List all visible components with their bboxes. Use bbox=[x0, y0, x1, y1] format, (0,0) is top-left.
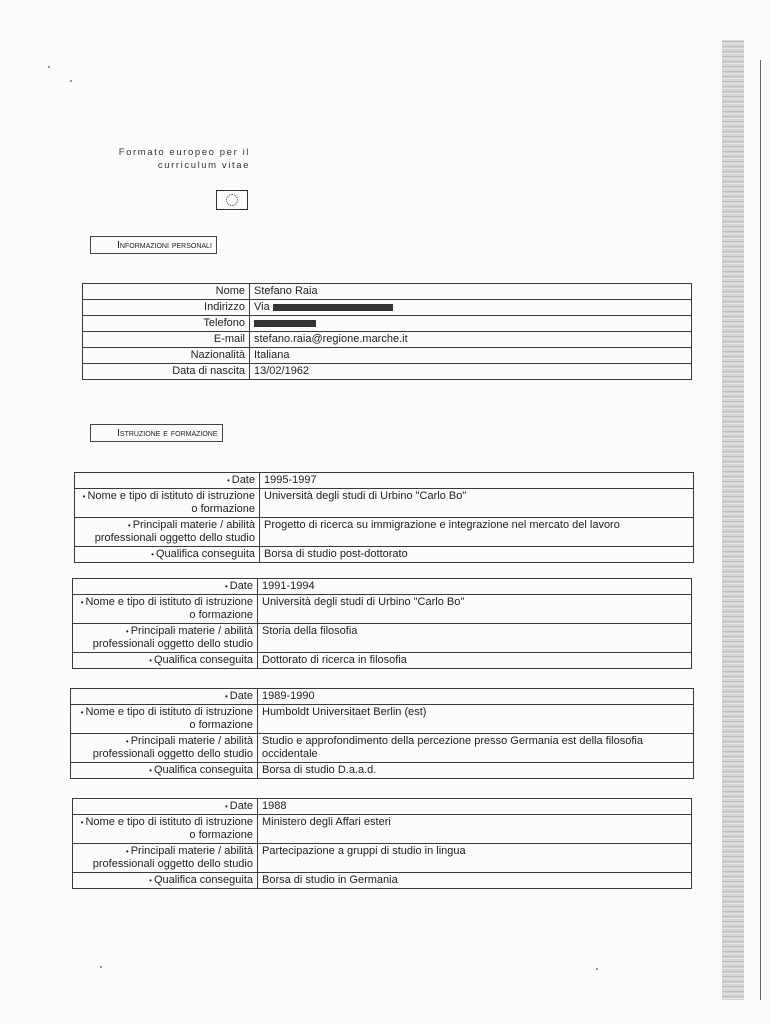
subjects-value: Progetto di ricerca su immigrazione e integrazione nel mercato del lavoro bbox=[260, 518, 694, 547]
education-entry-2 bbox=[72, 578, 692, 669]
name-label: Nome bbox=[83, 284, 250, 300]
scan-speck bbox=[100, 966, 102, 968]
bullet-icon: • bbox=[82, 492, 86, 501]
subjects-label: Principali materie / abilità professionali oggetto dello studio bbox=[92, 845, 253, 870]
table-row bbox=[71, 763, 694, 779]
qualification-label: Qualifica conseguita bbox=[155, 548, 255, 560]
eu-flag-logo bbox=[216, 190, 248, 210]
institute-label: Nome e tipo di istituto di istruzione o formazione bbox=[85, 816, 253, 841]
institute-label: Nome e tipo di istituto di istruzione o formazione bbox=[85, 706, 253, 731]
bullet-icon: • bbox=[80, 818, 84, 827]
bullet-icon: • bbox=[149, 876, 152, 885]
institute-value: Humboldt Universitaet Berlin (est) bbox=[258, 705, 694, 734]
table-row bbox=[73, 624, 692, 653]
qualification-label: Qualifica conseguita bbox=[153, 654, 253, 666]
qualification-label-cell bbox=[75, 547, 260, 563]
redaction-mark bbox=[273, 304, 393, 311]
table-row bbox=[83, 316, 692, 332]
date-label-cell bbox=[73, 579, 258, 595]
birthdate-label: Data di nascita bbox=[83, 364, 250, 380]
subjects-value: Storia della filosofia bbox=[258, 624, 692, 653]
name-value: Stefano Raia bbox=[250, 284, 692, 300]
bullet-icon: • bbox=[125, 847, 129, 856]
institute-value: Ministero degli Affari esteri bbox=[258, 815, 692, 844]
table-row bbox=[73, 595, 692, 624]
cv-format-title-line2: curriculum vitae bbox=[157, 160, 250, 171]
scan-edge-noise bbox=[722, 40, 744, 1000]
address-value: Via bbox=[254, 301, 270, 313]
date-label: Date bbox=[231, 474, 255, 486]
date-value: 1991-1994 bbox=[258, 579, 692, 595]
subjects-value: Partecipazione a gruppi di studio in lingua bbox=[258, 844, 692, 873]
table-row bbox=[75, 489, 694, 518]
date-label-cell bbox=[75, 473, 260, 489]
table-row bbox=[83, 284, 692, 300]
cv-format-title-line1: Formato europeo per il bbox=[118, 147, 250, 158]
table-row bbox=[71, 689, 694, 705]
bullet-icon: • bbox=[226, 476, 230, 485]
institute-value: Università degli studi di Urbino "Carlo Bo" bbox=[258, 595, 692, 624]
scan-speck bbox=[70, 80, 72, 82]
date-label-cell bbox=[73, 799, 258, 815]
table-row bbox=[73, 799, 692, 815]
cv-format-title bbox=[90, 146, 250, 172]
scan-edge-line bbox=[760, 60, 761, 1000]
date-value: 1988 bbox=[258, 799, 692, 815]
table-row bbox=[73, 815, 692, 844]
nationality-label: Nazionalità bbox=[83, 348, 250, 364]
institute-label-cell bbox=[71, 705, 258, 734]
phone-cell bbox=[250, 316, 692, 332]
table-row bbox=[75, 518, 694, 547]
bullet-icon: • bbox=[149, 766, 152, 775]
table-row bbox=[83, 300, 692, 316]
section-education: Istruzione e formazione bbox=[90, 424, 223, 442]
table-row bbox=[71, 734, 694, 763]
bullet-icon: • bbox=[149, 656, 152, 665]
date-label-cell bbox=[71, 689, 258, 705]
table-row bbox=[73, 844, 692, 873]
personal-info-table bbox=[82, 283, 692, 380]
bullet-icon: • bbox=[224, 802, 228, 811]
education-entry-4 bbox=[72, 798, 692, 889]
table-row bbox=[73, 873, 692, 889]
scan-speck bbox=[596, 968, 598, 970]
table-row bbox=[73, 579, 692, 595]
section-personal-info: Informazioni personali bbox=[90, 236, 217, 254]
date-label: Date bbox=[229, 690, 253, 702]
qualification-value: Borsa di studio in Germania bbox=[258, 873, 692, 889]
eu-stars-icon bbox=[226, 194, 238, 206]
qualification-value: Borsa di studio D.a.a.d. bbox=[258, 763, 694, 779]
bullet-icon: • bbox=[224, 582, 228, 591]
table-row bbox=[73, 653, 692, 669]
institute-label-cell bbox=[75, 489, 260, 518]
table-row bbox=[75, 547, 694, 563]
email-value: stefano.raia@regione.marche.it bbox=[250, 332, 692, 348]
qualification-label-cell bbox=[71, 763, 258, 779]
subjects-value: Studio e approfondimento della percezione presso Germania est della filosofia occidentale bbox=[258, 734, 694, 763]
bullet-icon: • bbox=[224, 692, 228, 701]
education-entry-3 bbox=[70, 688, 694, 779]
institute-label-cell bbox=[73, 595, 258, 624]
subjects-label: Principali materie / abilità professionali oggetto dello studio bbox=[94, 519, 255, 544]
birthdate-value: 13/02/1962 bbox=[250, 364, 692, 380]
date-value: 1989-1990 bbox=[258, 689, 694, 705]
phone-label: Telefono bbox=[83, 316, 250, 332]
subjects-label-cell bbox=[73, 844, 258, 873]
bullet-icon: • bbox=[151, 550, 154, 559]
subjects-label: Principali materie / abilità professionali oggetto dello studio bbox=[92, 625, 253, 650]
qualification-label: Qualifica conseguita bbox=[153, 874, 253, 886]
bullet-icon: • bbox=[127, 521, 131, 530]
subjects-label-cell bbox=[75, 518, 260, 547]
table-row bbox=[83, 348, 692, 364]
subjects-label-cell bbox=[71, 734, 258, 763]
nationality-value: Italiana bbox=[250, 348, 692, 364]
qualification-label: Qualifica conseguita bbox=[153, 764, 253, 776]
subjects-label-cell bbox=[73, 624, 258, 653]
table-row bbox=[83, 332, 692, 348]
institute-label-cell bbox=[73, 815, 258, 844]
bullet-icon: • bbox=[125, 627, 129, 636]
scan-speck bbox=[48, 66, 50, 68]
bullet-icon: • bbox=[125, 737, 129, 746]
date-label: Date bbox=[229, 580, 253, 592]
subjects-label: Principali materie / abilità professionali oggetto dello studio bbox=[92, 735, 253, 760]
redaction-mark bbox=[254, 320, 316, 327]
bullet-icon: • bbox=[80, 598, 84, 607]
institute-label: Nome e tipo di istituto di istruzione o formazione bbox=[85, 596, 253, 621]
qualification-value: Borsa di studio post-dottorato bbox=[260, 547, 694, 563]
address-label: Indirizzo bbox=[83, 300, 250, 316]
table-row bbox=[83, 364, 692, 380]
date-label: Date bbox=[229, 800, 253, 812]
qualification-value: Dottorato di ricerca in filosofia bbox=[258, 653, 692, 669]
table-row bbox=[75, 473, 694, 489]
institute-label: Nome e tipo di istituto di istruzione o formazione bbox=[87, 490, 255, 515]
education-entry-1 bbox=[74, 472, 694, 563]
bullet-icon: • bbox=[80, 708, 84, 717]
address-cell bbox=[250, 300, 692, 316]
table-row bbox=[71, 705, 694, 734]
qualification-label-cell bbox=[73, 873, 258, 889]
date-value: 1995-1997 bbox=[260, 473, 694, 489]
email-label: E-mail bbox=[83, 332, 250, 348]
institute-value: Università degli studi di Urbino "Carlo Bo" bbox=[260, 489, 694, 518]
qualification-label-cell bbox=[73, 653, 258, 669]
